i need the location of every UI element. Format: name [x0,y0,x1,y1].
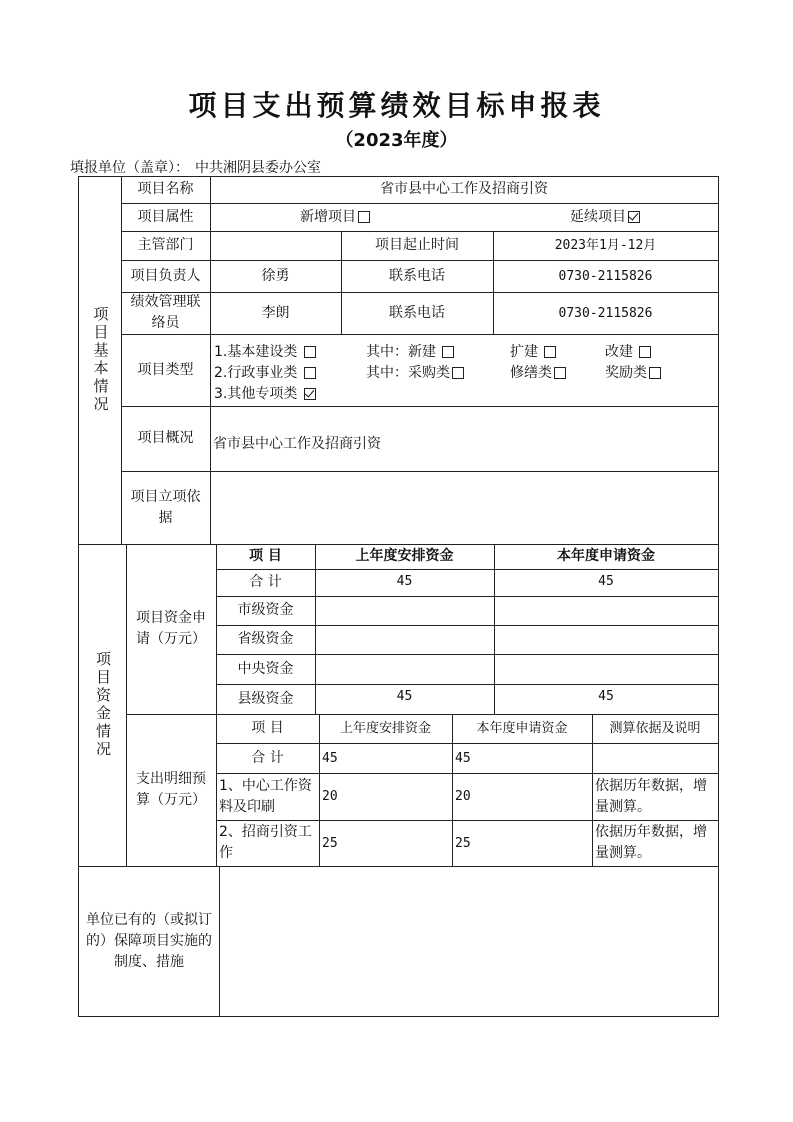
detail-header-this: 本年度申请资金 [476,721,568,736]
project-attr-label: 项目属性 [137,208,194,225]
detail-row-name: 1、中心工作资料及印刷 [219,777,312,815]
type-basic-checkbox[interactable] [304,346,316,358]
type-options [210,334,718,406]
detail-row-note: 依据历年数据，增量测算。 [595,824,707,861]
type-repair-checkbox[interactable] [554,367,566,379]
apply-row-this [494,625,718,654]
filer-line [70,157,327,177]
detail-row-note [592,743,718,773]
attr-cont-option[interactable] [540,203,670,231]
apply-row-this [494,654,718,684]
section-funds-label: 项目资金情况 [94,651,112,759]
apply-row-last [315,625,494,654]
section-basic-label: 项目基本情况 [91,306,110,414]
detail-row-name: 2、招商引资工作 [219,824,312,861]
project-name-label: 项目名称 [137,181,194,197]
perf-phone: 0730-2115826 [558,305,653,321]
leader-label: 项目负责人 [130,267,201,284]
type-admin-checkbox[interactable] [304,367,316,379]
attr-new-option[interactable] [270,203,400,231]
type-purchase-option[interactable] [366,362,464,382]
apply-row-name: 合 计 [249,574,282,590]
type-other-checkbox[interactable] [304,388,316,400]
perf-value: 李朗 [261,304,290,321]
apply-row-this: 45 [598,689,614,704]
guarantee-label: 单位已有的（或拟订的）保障项目实施的制度、措施 [86,911,212,970]
funds-detail-label: 支出明细预算（万元） [136,771,206,808]
type-reward-option[interactable] [605,362,661,382]
overview-value: 省市县中心工作及招商引资 [213,436,381,452]
type-rebuild-option[interactable] [605,341,651,361]
detail-header-last: 上年度安排资金 [339,721,431,736]
detail-row-this: 25 [455,835,471,851]
attr-new-label: 新增项目 [300,208,356,225]
overview-label: 项目概况 [137,430,194,446]
type-basic-label: 1.基本建设类 [214,344,298,360]
detail-row-last: 20 [322,789,338,804]
leader-phone: 0730-2115826 [558,268,653,284]
type-rebuild-checkbox[interactable] [639,346,651,358]
basis-label: 项目立项依据 [130,488,201,526]
type-expand-label: 扩建 [510,344,538,360]
perf-phone-label: 联系电话 [389,304,445,321]
dept-value [210,231,341,260]
detail-header-note: 测算依据及说明 [609,721,701,736]
apply-row-name: 中央资金 [237,660,294,677]
page-title: 项目支出预算绩效目标申报表 [188,89,605,122]
detail-row-last: 25 [322,835,338,851]
period-value: 2023年1月-12月 [554,238,657,253]
apply-header-item: 项 目 [249,548,282,564]
detail-row-this: 20 [455,789,471,804]
funds-apply-label: 项目资金申请（万元） [136,610,206,647]
filer-label: 填报单位（盖章）： [70,160,189,176]
year-subtitle: （2023年度） [335,130,458,151]
detail-row-note: 依据历年数据，增量测算。 [595,777,707,815]
apply-row-last [315,596,494,625]
apply-row-name: 市级资金 [237,602,294,618]
type-new-option[interactable] [366,341,454,361]
type-other-option[interactable] [214,383,316,403]
perf-label: 绩效管理联络员 [130,294,201,331]
type-admin-option[interactable] [214,362,316,382]
detail-row-name: 合 计 [251,749,284,766]
detail-header-item: 项 目 [251,720,284,736]
type-admin-label: 2.行政事业类 [214,365,298,381]
apply-header-this: 本年度申请资金 [557,548,655,564]
type-expand-option[interactable] [510,341,556,361]
type-rebuild-label: 改建 [605,344,633,360]
attr-cont-checkbox[interactable] [628,211,640,223]
apply-row-this [494,596,718,625]
type-purchase-checkbox[interactable] [452,367,464,379]
type-other-label: 3.其他专项类 [214,386,298,402]
basis-value [210,471,718,544]
apply-row-this: 45 [598,574,614,589]
apply-row-name: 省级资金 [237,631,294,647]
attr-new-checkbox[interactable] [358,211,370,223]
period-label: 项目起止时间 [375,237,459,253]
detail-row-last: 45 [322,750,338,766]
type-basic-option[interactable] [214,341,316,361]
type-purchase-label: 其中：采购类 [366,365,450,381]
apply-header-last: 上年度安排资金 [355,548,454,564]
project-name-value: 省市县中心工作及招商引资 [380,181,548,197]
attr-cont-label: 延续项目 [570,208,626,225]
type-reward-checkbox[interactable] [649,367,661,379]
type-label: 项目类型 [137,361,194,378]
guarantee-value [219,866,718,1016]
detail-row-this: 45 [455,750,471,766]
dept-label: 主管部门 [137,237,194,253]
apply-row-last: 45 [396,689,413,704]
leader-value: 徐勇 [261,267,290,284]
type-reward-label: 奖励类 [605,365,647,381]
type-new-label: 其中：新建 [366,344,436,360]
type-repair-option[interactable] [510,362,566,382]
apply-row-name: 县级资金 [237,690,294,707]
type-expand-checkbox[interactable] [544,346,556,358]
apply-row-last: 45 [396,574,413,589]
apply-row-last [315,654,494,684]
leader-phone-label: 联系电话 [389,267,445,284]
filer-value: 中共湘阴县委办公室 [195,160,321,176]
type-new-checkbox[interactable] [442,346,454,358]
type-repair-label: 修缮类 [510,365,552,381]
